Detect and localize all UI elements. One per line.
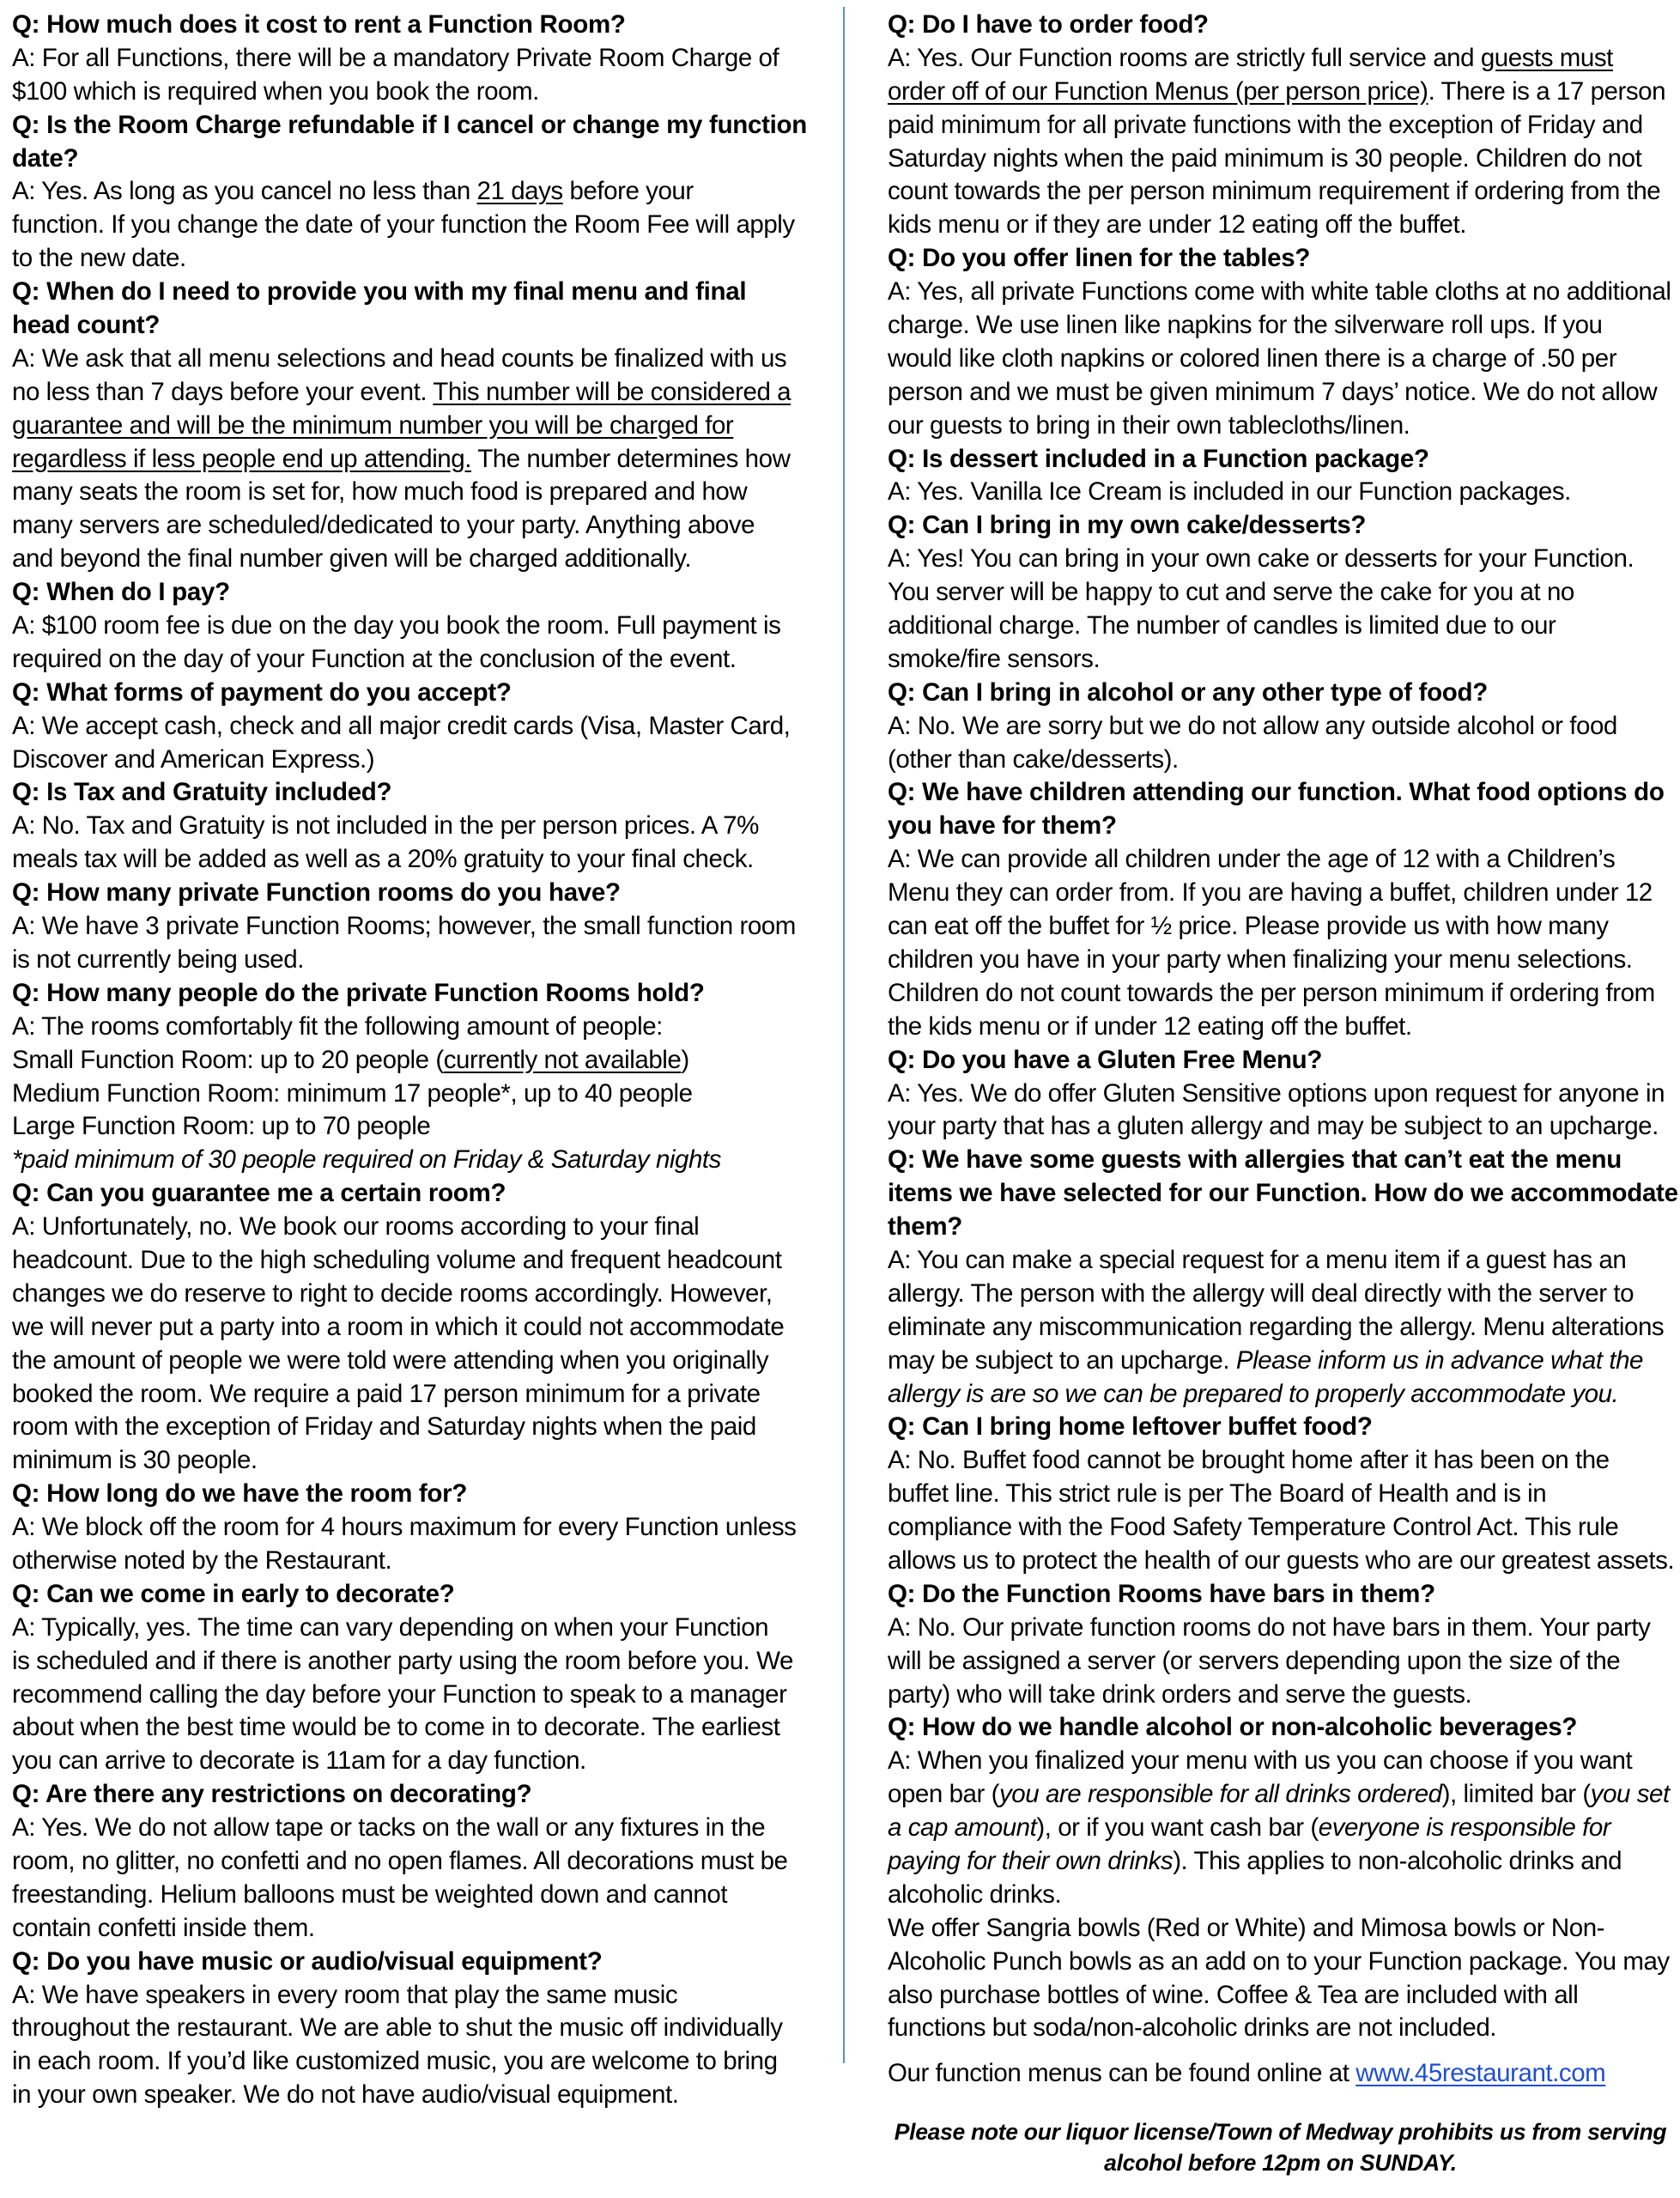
faq-answer-line: [12, 810, 819, 843]
faq-answer-line: [12, 1645, 819, 1679]
faq-answer-line: [888, 1879, 1673, 1912]
faq-answer-line: [888, 643, 1673, 677]
faq-answer-line: [12, 175, 819, 209]
text-segment: room, no glitter, no confetti and no open flames. All decorations must be: [12, 1846, 788, 1875]
faq-answer-line: [12, 843, 819, 877]
faq-answer-line: [12, 343, 819, 376]
faq-question-line: [12, 109, 819, 143]
faq-answer-line: [12, 2079, 819, 2112]
faq-answer-line: [12, 2012, 819, 2045]
text-segment: items we have selected for our Function. How do we accommodate: [888, 1179, 1678, 1208]
faq-answer-line: [12, 1378, 819, 1412]
faq-answer-line: [888, 309, 1673, 343]
text-segment: about when the best time would be to come in to decorate. The earliest: [12, 1713, 780, 1742]
faq-answer-line: [12, 1912, 819, 1946]
faq-answer-line: [888, 710, 1673, 744]
text-segment: A: No. Buffet food cannot be brought home after it has been on the: [888, 1446, 1610, 1475]
faq-answer-line: [888, 1011, 1673, 1044]
faq-answer-line: [888, 410, 1673, 443]
text-segment: you can arrive to decorate is 11am for a day function.: [12, 1746, 586, 1776]
right-column: [888, 9, 1678, 2045]
column-divider: [843, 7, 845, 2063]
text-segment: Q: How many private Function rooms do you have?: [12, 878, 621, 908]
text-segment: meals tax will be added as well as a 20% gratuity to your final check.: [12, 845, 754, 874]
faq-answer-line: [888, 944, 1673, 977]
text-segment: A: No. Tax and Gratuity is not included in the per person prices. A 7%: [12, 811, 759, 841]
text-segment: The number determines how: [470, 444, 791, 473]
faq-answer-line: [888, 1545, 1673, 1578]
faq-answer-line: [12, 744, 819, 777]
faq-question-line: [12, 143, 819, 176]
faq-question-line: [12, 1177, 819, 1211]
underlined-text: order off of our Function Menus (per person price): [888, 76, 1428, 106]
text-segment: A: We have 3 private Function Rooms; however, the small function room: [12, 912, 796, 941]
text-segment: A: Yes. Our Function rooms are strictly full service and: [888, 43, 1481, 72]
faq-question-line: [12, 576, 819, 610]
faq-question-line: [888, 1144, 1673, 1177]
underlined-text: regardless if less people end up attending.: [12, 444, 471, 473]
text-segment: A: We can provide all children under the age of 12 with a Children’s: [888, 845, 1616, 874]
faq-answer-line: [12, 1812, 819, 1845]
text-segment: alcoholic drinks.: [888, 1879, 1062, 1909]
text-segment: Q: Are there any restrictions on decorating?: [12, 1780, 532, 1809]
faq-answer-line: [888, 42, 1673, 76]
faq-answer-line: [888, 744, 1673, 777]
text-segment: no less than 7 days before your event.: [12, 377, 434, 406]
text-segment: function. If you change the date of your function the Room Fee will apply: [12, 210, 795, 240]
faq-answer-line: [888, 1845, 1673, 1879]
text-segment: booked the room. We require a paid 17 person minimum for a private: [12, 1379, 761, 1408]
italic-text: allergy is are so we can be prepared to properly accommodate you.: [888, 1379, 1619, 1408]
faq-answer-line: [888, 76, 1673, 109]
text-segment: many seats the room is set for, how much food is prepared and how: [12, 477, 748, 507]
text-segment: ). This applies to non-alcoholic drinks and: [1173, 1846, 1622, 1875]
faq-answer-line: [888, 1745, 1673, 1778]
faq-question-line: [12, 677, 819, 710]
text-segment: Q: Can I bring in alcohol or any other type of food?: [888, 677, 1488, 707]
text-segment: we will never put a party into a room in which it could not accommodate: [12, 1312, 785, 1341]
underlined-text: This number will be considered a: [433, 377, 791, 406]
text-segment: children you have in your party when finalizing your menu selections.: [888, 944, 1633, 974]
faq-question-line: [888, 9, 1673, 42]
text-segment: Alcoholic Punch bowls as an add on to your Function package. You may: [888, 1946, 1670, 1976]
faq-question-line: [12, 776, 819, 810]
faq-answer-line: [888, 576, 1673, 610]
text-segment: in your own speaker. We do not have audio/visual equipment.: [12, 2080, 679, 2110]
left-column: [12, 9, 819, 2112]
text-segment: head count?: [12, 311, 161, 340]
text-segment: freestanding. Helium balloons must be weighted down and cannot: [12, 1879, 728, 1909]
menus-online-line: [888, 2057, 1673, 2091]
text-segment: A: The rooms comfortably fit the following amount of people:: [12, 1011, 663, 1041]
underlined-text: currently not available: [443, 1045, 682, 1074]
faq-answer-line: [888, 343, 1673, 376]
faq-answer-line: [12, 944, 819, 977]
faq-answer-line: [12, 1345, 819, 1378]
text-segment: (other than cake/desserts).: [888, 744, 1179, 774]
text-segment: ), or if you want cash bar (: [1036, 1813, 1319, 1843]
faq-answer-line: [888, 1679, 1673, 1712]
text-segment: Small Function Room: up to 20 people (: [12, 1045, 444, 1074]
faq-answer-line: [12, 2045, 819, 2079]
faq-answer-line: [888, 1645, 1673, 1679]
faq-answer-line: [888, 1812, 1673, 1845]
italic-text: *paid minimum of 30 people required on Friday & Saturday nights: [12, 1145, 721, 1175]
text-segment: Discover and American Express.): [12, 744, 375, 774]
text-segment: You server will be happy to cut and serve the cake for you at no: [888, 578, 1574, 607]
text-segment: before your: [562, 177, 694, 206]
text-segment: A: When you finalized your menu with us you can choose if you want: [888, 1746, 1633, 1776]
underlined-text: guarantee and will be the minimum number you will be charged for: [12, 410, 734, 440]
faq-answer-line: [12, 376, 819, 410]
underlined-text: guests must: [1480, 43, 1613, 72]
text-segment: minimum is 30 people.: [12, 1446, 258, 1475]
faq-question-line: [12, 276, 819, 309]
text-segment: can eat off the buffet for ½ price. Please provide us with how many: [888, 912, 1609, 941]
text-segment: allergy. The person with the allergy will deal directly with the server to: [888, 1278, 1635, 1308]
faq-answer-line: [888, 1612, 1673, 1645]
faq-answer-line: [12, 242, 819, 276]
text-segment: A: Yes! You can bring in your own cake or desserts for your Function.: [888, 544, 1635, 574]
text-segment: Q: How many people do the private Function Rooms hold?: [12, 978, 705, 1007]
faq-answer-line: [12, 209, 819, 242]
faq-answer-line: [888, 1444, 1673, 1478]
faq-answer-line: [12, 1745, 819, 1778]
faq-question-line: [12, 9, 819, 42]
text-segment: changes we do reserve to right to decide rooms accordingly. However,: [12, 1278, 773, 1308]
faq-answer-line: [888, 1511, 1673, 1545]
text-segment: many servers are scheduled/dedicated to your party. Anything above: [12, 511, 755, 540]
text-segment: kids menu or if they are under 12 eating off the buffet.: [888, 210, 1466, 240]
faq-answer-line: [12, 1278, 819, 1311]
text-segment: Q: Do you offer linen for the tables?: [888, 244, 1311, 273]
text-segment: room with the exception of Friday and Saturday nights when the paid: [12, 1412, 756, 1442]
faq-answer-line: [12, 1078, 819, 1111]
faq-question-line: [888, 1711, 1673, 1745]
text-segment: to the new date.: [12, 244, 186, 273]
text-segment: Children do not count towards the per person minimum if ordering from: [888, 978, 1655, 1007]
text-segment: count towards the per person minimum requirement if ordering from the: [888, 177, 1661, 206]
text-segment: open bar (: [888, 1780, 999, 1809]
italic-text: Please inform us in advance what the: [1235, 1345, 1643, 1375]
text-segment: Q: Can you guarantee me a certain room?: [12, 1179, 506, 1208]
faq-answer-line: [888, 109, 1673, 143]
faq-answer-line: [12, 1511, 819, 1545]
footer: [888, 2057, 1673, 2178]
faq-question-line: [12, 877, 819, 910]
text-segment: and beyond the final number given will be charged additionally.: [12, 544, 692, 574]
text-segment: is scheduled and if there is another party using the room before you. We: [12, 1646, 793, 1675]
faq-question-line: [888, 443, 1673, 477]
text-segment: party) who will take drink orders and serve the guests.: [888, 1679, 1472, 1709]
faq-answer-line: [12, 1244, 819, 1278]
faq-answer-line: [888, 376, 1673, 410]
italic-text: a cap amount: [888, 1813, 1037, 1843]
text-segment: recommend calling the day before your Function to speak to a manager: [12, 1679, 787, 1709]
faq-answer-line: [12, 42, 819, 76]
text-segment: A: We have speakers in every room that play the same music: [12, 1980, 678, 2009]
text-segment: person and we must be given minimum 7 days’ notice. We do not allow: [888, 377, 1658, 406]
faq-answer-line: [888, 1110, 1673, 1144]
faq-answer-line: [12, 1845, 819, 1879]
text-segment: A: Unfortunately, no. We book our rooms according to your final: [12, 1212, 700, 1242]
text-segment: otherwise noted by the Restaurant.: [12, 1545, 392, 1575]
text-segment: A: For all Functions, there will be a mandatory Private Room Charge of: [12, 43, 779, 72]
text-segment: will be assigned a server (or servers depending upon the size of the: [888, 1646, 1621, 1675]
text-segment: A: Typically, yes. The time can vary depending on when your Function: [12, 1612, 769, 1642]
faq-answer-line: [888, 476, 1673, 509]
text-segment: smoke/fire sensors.: [888, 644, 1101, 673]
text-segment: date?: [12, 143, 79, 173]
faq-answer-line: [888, 276, 1673, 309]
text-segment: Q: Do you have music or audio/visual equipment?: [12, 1946, 603, 1976]
faq-question-line: [888, 242, 1673, 276]
faq-question-line: [888, 677, 1673, 710]
italic-text: paying for their own drinks: [888, 1846, 1174, 1875]
text-segment: you have for them?: [888, 811, 1117, 841]
faq-question-line: [888, 1211, 1673, 1244]
text-segment: A: No. We are sorry but we do not allow any outside alcohol or food: [888, 711, 1617, 740]
faq-question-line: [888, 1177, 1678, 1211]
faq-answer-line: [888, 175, 1673, 209]
faq-answer-line: [12, 1679, 819, 1712]
faq-answer-line: [12, 410, 819, 443]
faq-answer-line: [888, 910, 1673, 944]
faq-answer-line: [12, 1444, 819, 1478]
text-segment: is not currently being used.: [12, 944, 304, 974]
text-segment: compliance with the Food Safety Temperature Control Act. This rule: [888, 1513, 1619, 1542]
faq-answer-line: [12, 443, 819, 477]
text-segment: in each room. If you’d like customized music, you are welcome to bring: [12, 2047, 778, 2076]
faq-answer-line: [888, 610, 1673, 643]
faq-question-line: [888, 810, 1673, 843]
faq-answer-line: [12, 1612, 819, 1645]
faq-answer-line: [12, 1144, 819, 1177]
faq-answer-line: [12, 76, 819, 109]
text-segment: $100 which is required when you book the room.: [12, 76, 539, 106]
faq-question-line: [888, 1044, 1673, 1078]
faq-answer-line: [12, 1211, 819, 1244]
text-segment: A: We block off the room for 4 hours maximum for every Function unless: [12, 1513, 797, 1542]
text-segment: A: We accept cash, check and all major credit cards (Visa, Master Card,: [12, 711, 791, 740]
faq-answer-line: [888, 1244, 1673, 1278]
text-segment: charge. We use linen like napkins for the silverware roll ups. If you: [888, 311, 1603, 340]
faq-answer-line: [888, 2012, 1673, 2045]
menus-online-text: Our function menus can be found online at: [888, 2059, 1356, 2087]
text-segment: Q: Can I bring home leftover buffet food?: [888, 1412, 1373, 1442]
faq-answer-line: [888, 1345, 1673, 1378]
text-segment: Q: Do you have a Gluten Free Menu?: [888, 1045, 1323, 1074]
faq-question-line: [12, 1478, 819, 1511]
text-segment: ): [681, 1045, 689, 1074]
faq-question-line: [888, 509, 1673, 543]
text-segment: Q: What forms of payment do you accept?: [12, 677, 512, 707]
text-segment: A: We ask that all menu selections and head counts be finalized with us: [12, 343, 787, 373]
text-segment: Q: How do we handle alcohol or non-alcoholic beverages?: [888, 1713, 1578, 1742]
text-segment: A: Yes. We do offer Gluten Sensitive options upon request for anyone in: [888, 1078, 1665, 1108]
faq-answer-line: [12, 910, 819, 944]
faq-answer-line: [888, 1778, 1673, 1812]
italic-text: you set: [1590, 1780, 1670, 1809]
text-segment: required on the day of your Function at the conclusion of the event.: [12, 644, 737, 673]
faq-answer-line: [888, 1278, 1673, 1311]
text-segment: them?: [888, 1212, 963, 1242]
faq-answer-line: [888, 1478, 1673, 1511]
faq-answer-line: [888, 1078, 1673, 1111]
faq-answer-line: [12, 1411, 819, 1444]
faq-answer-line: [12, 1545, 819, 1578]
text-segment: allows us to protect the health of our guests who are our greatest assets.: [888, 1545, 1675, 1575]
faq-answer-line: [888, 1378, 1673, 1412]
text-segment: Q: Is dessert included in a Function package?: [888, 444, 1429, 473]
faq-answer-line: [12, 1979, 819, 2013]
text-segment: functions but soda/non-alcoholic drinks are not included.: [888, 2013, 1497, 2043]
text-segment: our guests to bring in their own tablecloths/linen.: [888, 410, 1410, 440]
website-link[interactable]: www.45restaurant.com: [1356, 2059, 1606, 2087]
text-segment: Q: Do the Function Rooms have bars in them?: [888, 1579, 1435, 1608]
faq-question-line: [12, 1778, 819, 1812]
text-segment: . There is a 17 person: [1428, 76, 1666, 106]
liquor-note-line-2: alcohol before 12pm on SUNDAY.: [1104, 2149, 1457, 2176]
text-segment: Menu they can order from. If you are having a buffet, children under 12: [888, 878, 1653, 908]
faq-answer-line: [888, 977, 1673, 1011]
faq-answer-line: [12, 543, 819, 576]
faq-answer-line: [888, 543, 1673, 576]
text-segment: Large Function Room: up to 70 people: [12, 1112, 431, 1141]
faq-answer-line: [12, 1879, 819, 1912]
faq-answer-line: [888, 143, 1673, 176]
faq-answer-line: [12, 476, 819, 509]
italic-text: you are responsible for all drinks ordered: [998, 1780, 1442, 1809]
text-segment: Q: Can we come in early to decorate?: [12, 1579, 455, 1608]
faq-answer-line: [12, 1044, 819, 1078]
text-segment: the amount of people we were told were attending when you originally: [12, 1345, 769, 1375]
text-segment: A: Yes. As long as you cancel no less than: [12, 177, 477, 206]
text-segment: Q: When do I need to provide you with my final menu and final: [12, 277, 747, 307]
text-segment: ), limited bar (: [1441, 1780, 1591, 1809]
faq-answer-line: [12, 509, 819, 543]
text-segment: Saturday nights when the paid minimum is 30 people. Children do not: [888, 143, 1642, 173]
text-segment: Q: Is the Room Charge refundable if I cancel or change my function: [12, 110, 807, 139]
text-segment: A: Yes, all private Functions come with white table cloths at no additional: [888, 277, 1671, 307]
text-segment: also purchase bottles of wine. Coffee & Tea are included with all: [888, 1980, 1579, 2009]
text-segment: A: $100 room fee is due on the day you book the room. Full payment is: [12, 611, 781, 641]
text-segment: Q: We have some guests with allergies that can’t eat the menu: [888, 1145, 1622, 1175]
faq-answer-line: [12, 610, 819, 643]
faq-answer-line: [888, 843, 1673, 877]
text-segment: additional charge. The number of candles is limited due to our: [888, 611, 1556, 641]
text-segment: Q: How long do we have the room for?: [12, 1479, 468, 1509]
faq-answer-line: [888, 1946, 1673, 1979]
faq-answer-line: [12, 1711, 819, 1745]
faq-answer-line: [888, 1311, 1673, 1345]
faq-answer-line: [12, 1110, 819, 1144]
text-segment: Medium Function Room: minimum 17 people*, up to 40 people: [12, 1078, 693, 1108]
text-segment: throughout the restaurant. We are able to shut the music off individually: [12, 2013, 783, 2043]
faq-answer-line: [12, 1011, 819, 1044]
text-segment: A: You can make a special request for a menu item if a guest has an: [888, 1245, 1627, 1274]
faq-answer-line: [12, 643, 819, 677]
text-segment: would like cloth napkins or colored linen there is a charge of .50 per: [888, 343, 1617, 373]
text-segment: Q: Do I have to order food?: [888, 10, 1209, 39]
text-segment: A: No. Our private function rooms do not have bars in them. Your party: [888, 1612, 1651, 1642]
liquor-note-line-1: Please note our liquor license/Town of Medway prohibits us from serving: [894, 2118, 1667, 2145]
faq-question-line: [888, 776, 1673, 810]
text-segment: Q: Is Tax and Gratuity included?: [12, 778, 392, 807]
faq-question-line: [12, 309, 819, 343]
text-segment: contain confetti inside them.: [12, 1913, 315, 1942]
faq-answer-line: [888, 1912, 1673, 1946]
text-segment: Q: We have children attending our function. What food options do: [888, 778, 1665, 807]
faq-question-line: [12, 1578, 819, 1612]
text-segment: Q: When do I pay?: [12, 578, 230, 607]
faq-answer-line: [888, 1979, 1673, 2013]
text-segment: headcount. Due to the high scheduling volume and frequent headcount: [12, 1245, 782, 1274]
underlined-text: 21 days: [476, 177, 563, 206]
text-segment: the kids menu or if under 12 eating off the buffet.: [888, 1011, 1412, 1041]
faq-question-line: [888, 1411, 1673, 1444]
text-segment: buffet line. This strict rule is per The Board of Health and is in: [888, 1479, 1547, 1509]
italic-text: everyone is responsible for: [1318, 1813, 1611, 1843]
faq-answer-line: [12, 1311, 819, 1345]
text-segment: A: Yes. We do not allow tape or tacks on the wall or any fixtures in the: [12, 1813, 766, 1843]
faq-answer-line: [888, 209, 1673, 242]
faq-question-line: [12, 977, 819, 1011]
text-segment: eliminate any miscommunication regarding the allergy. Menu alterations: [888, 1312, 1665, 1341]
text-segment: your party that has a gluten allergy and may be subject to an upcharge.: [888, 1112, 1659, 1141]
text-segment: We offer Sangria bowls (Red or White) and Mimosa bowls or Non-: [888, 1913, 1605, 1942]
text-segment: paid minimum for all private functions with the exception of Friday and: [888, 110, 1643, 139]
text-segment: Q: Can I bring in my own cake/desserts?: [888, 511, 1367, 540]
text-segment: Q: How much does it cost to rent a Function Room?: [12, 10, 626, 39]
faq-answer-line: [12, 710, 819, 744]
text-segment: may be subject to an upcharge.: [888, 1345, 1236, 1375]
text-segment: A: Yes. Vanilla Ice Cream is included in our Function packages.: [888, 477, 1571, 507]
faq-question-line: [888, 1578, 1673, 1612]
faq-question-line: [12, 1946, 819, 1979]
faq-answer-line: [888, 877, 1673, 910]
